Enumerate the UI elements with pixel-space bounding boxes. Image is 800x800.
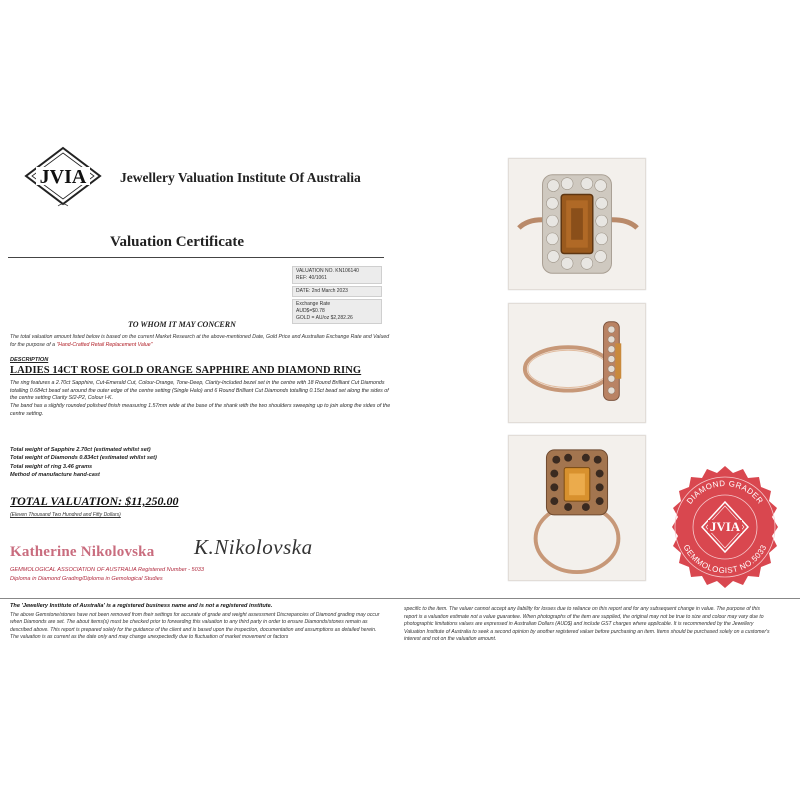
title-divider	[8, 257, 384, 258]
product-description	[10, 380, 395, 419]
exchange-label: Exchange Rate	[296, 301, 331, 307]
seal-center-text: JVIA	[709, 519, 741, 534]
ring-photo-back	[508, 435, 646, 581]
valuer-signature: K.Nikolovska	[194, 535, 313, 559]
product-title: LADIES 14CT ROSE GOLD ORANGE SAPPHIRE AND DIAMOND RING	[10, 365, 362, 376]
valuer-diplomas: Diploma in Diamond Grading/Diploma in Gemological Studies	[10, 576, 163, 582]
weights-list	[10, 446, 290, 479]
valuation-number: VALUATION NO. KN106140	[296, 268, 359, 274]
description-heading: DESCRIPTION	[10, 357, 49, 363]
total-valuation: TOTAL VALUATION: $11,250.00	[10, 494, 179, 508]
valuer-registration: GEMMOLOGICAL ASSOCIATION OF AUSTRALIA Registered Number - 5033	[10, 567, 204, 573]
intro-text: The total valuation amount listed below is based on the current Market Research at the above-mentioned Date, Gold Price and Australian Exchange Rate and Valued for the purpose of a	[10, 334, 390, 348]
gemmologist-seal	[662, 464, 788, 590]
salutation: TO WHOM IT MAY CONCERN	[128, 320, 236, 329]
seal-top-text: DIAMOND GRADER	[684, 478, 766, 506]
total-valuation-words: (Eleven Thousand Two Hundred and Fifty Dollars)	[10, 512, 121, 518]
intro-paragraph	[10, 334, 390, 349]
footer-lead: The 'Jewellery Institute of Australia' is a registered business name and is not a registered institute.	[10, 603, 273, 609]
logo-text: JVIA	[39, 166, 87, 188]
certificate-title: Valuation Certificate	[110, 234, 245, 250]
date-cell	[292, 286, 382, 297]
organization-name: Jewellery Valuation Institute Of Australia	[120, 170, 361, 185]
footer-left-text: The above Gemstone/stones have not been removed from their settings for accurate of grade and weight assessment Discrepancies of Diamond grading may occur when Diamonds are set. The about items(s) must be checked prior to forwarding this valuation to any third party in order to ensure Diamonds/stones remain as described above. This report is prepared solely for the guidance of the client and is based upon the inspection, documentation and assumptions as detailed herein. The valuation is as current as the date only and may change unexpectedly due to fluctuation of market movement or factors	[10, 611, 380, 641]
exchange-aud: AUD$=$0.78	[296, 308, 325, 314]
exchange-cell	[292, 299, 382, 324]
seal-bottom-text: GEMMOLOGIST NO.5033	[681, 543, 769, 576]
valuation-date: DATE: 2nd March 2023	[296, 288, 348, 294]
weight-ring: Total weight of ring 3.46 grams	[10, 463, 93, 470]
jvia-logo	[22, 146, 104, 208]
weight-diamonds: Total weight of Diamonds 0.834ct (estimated whilst set)	[10, 455, 157, 462]
footer-divider	[0, 598, 800, 599]
ring-photo-top	[508, 158, 646, 290]
footer-disclaimer-right: specific to the item. The valuer cannot accept any liability for losses due to reliance on this report and for any subsequent change in value. The purpose of this report is a valuation estimate not a value guarantee. When photographs of the item are supplied, the original may not be true to size and colour may vary due to photographic limitations values are expressed in Australian Dollars (AUD$) and include GST charges where applicable. It is recommended by the Jewellery Valuation Institute of Australia to seek a second opinion by another registered valuer before purchasing an item. Items should be purchased solely on a customer's interest and not on the valuation amount.	[404, 606, 770, 643]
valuation-info-box	[292, 266, 382, 326]
valuer-name: Katherine Nikolovska	[10, 544, 155, 560]
weight-sapphire: Total weight of Sapphire 2.70ct (estimated whilst set)	[10, 447, 151, 453]
ring-photo-side	[508, 303, 646, 423]
manufacture-method: Method of manufacture hand-cast	[10, 471, 100, 478]
valuation-ref-cell	[292, 266, 382, 284]
description-paragraph-1: The ring features a 2.70ct Sapphire, Cut-Emerald Cut, Colour-Orange, Tone-Deep, Clarity-Included bezel set in the centre with 18 Round Brilliant Cut Diamonds totalling 0.684ct bead set around the outer edge of the centre setting (Single Halo) and 6 Round Brilliant Cut Diamonds totalling 0.15ct bead set along the sides of the centre setting Clarity SI2-P2, Colour I-K.	[10, 380, 389, 402]
reference-number: REF: 40/1061	[296, 275, 327, 281]
description-paragraph-2: The band has a slightly rounded polished finish measuring 1.57mm wide at the base of the shank with the two shoulders sweeping up to join along the sides of the centre setting.	[10, 403, 391, 417]
valuation-purpose: "Hand-Crafted Retail Replacement Value"	[56, 341, 153, 348]
exchange-gold: GOLD = AU/oz $2,282.26	[296, 315, 353, 321]
footer-disclaimer-left	[10, 603, 382, 642]
